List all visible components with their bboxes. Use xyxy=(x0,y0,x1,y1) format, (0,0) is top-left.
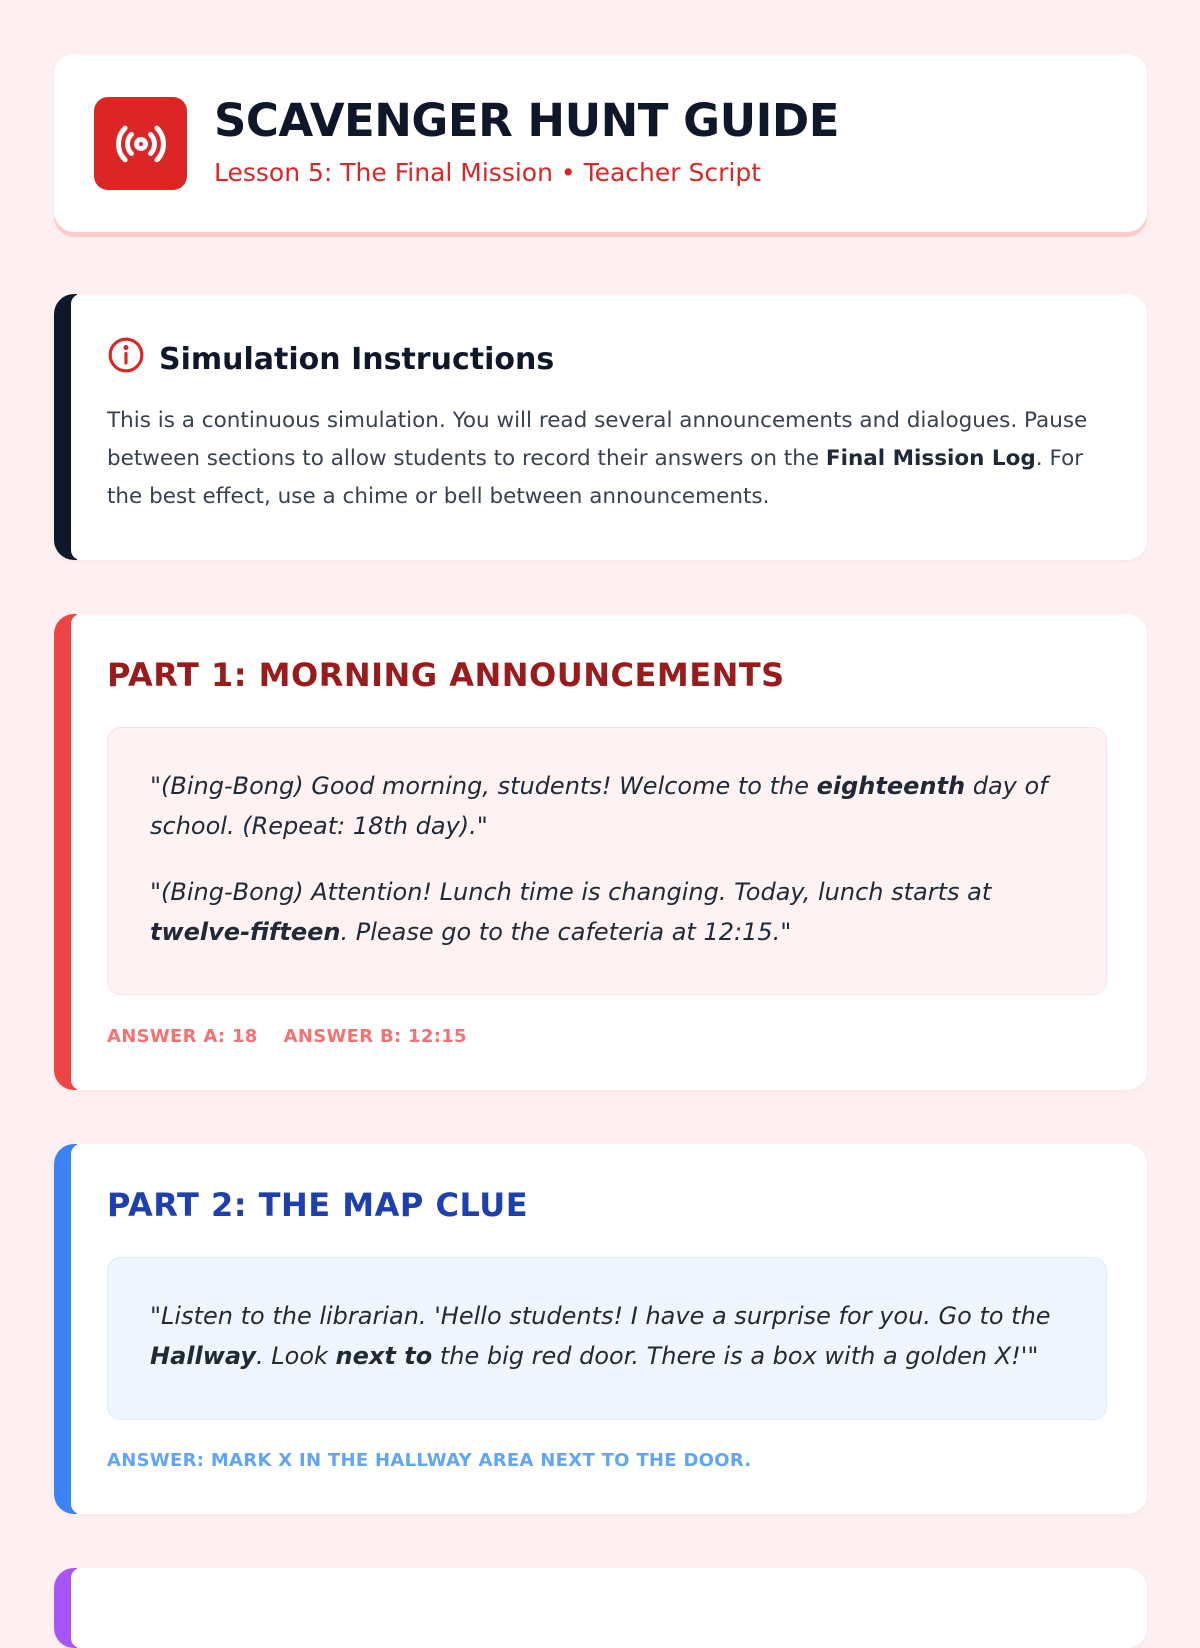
instructions-title: Simulation Instructions xyxy=(159,341,555,377)
accent-bar-mask xyxy=(71,614,81,1090)
part1-answers xyxy=(107,1026,467,1047)
instructions-heading xyxy=(107,336,554,382)
part1-quote-box xyxy=(107,727,1107,995)
answer-a: ANSWER A: 18 xyxy=(107,1026,258,1047)
quote-bold: eighteenth xyxy=(816,772,966,800)
header-card xyxy=(54,54,1147,232)
quote-text: . Please go to the cafeteria at 12:15." xyxy=(340,918,792,946)
quote-text: the big red door. There is a box with a golden X!'" xyxy=(432,1342,1039,1370)
instructions-text-part: This is a continuous simulation. You will read several announcements and dialogues. Pause between sections to allow students to record their answers on the xyxy=(107,408,1088,471)
part1-title: PART 1: MORNING ANNOUNCEMENTS xyxy=(107,656,785,694)
instructions-text-part: . For the best effect, use a chime or bell between announcements. xyxy=(107,446,1084,509)
quote-bold: next to xyxy=(335,1342,433,1370)
quote-text: day of school. (Repeat: 18th day)." xyxy=(150,772,1048,840)
part1-card xyxy=(54,614,1147,1090)
quote-text: "(Bing-Bong) Attention! Lunch time is changing. Today, lunch starts at xyxy=(150,878,992,906)
instructions-card xyxy=(54,294,1147,560)
page-title: SCAVENGER HUNT GUIDE xyxy=(214,94,839,147)
part2-card xyxy=(54,1144,1147,1514)
instructions-text-bold: Final Mission Log xyxy=(825,446,1036,471)
part2-title: PART 2: THE MAP CLUE xyxy=(107,1186,529,1224)
quote-text: "(Bing-Bong) Good morning, students! Welcome to the xyxy=(150,772,817,800)
announcement-1 xyxy=(150,766,1064,846)
quote-text: "Listen to the librarian. 'Hello students! I have a surprise for you. Go to the xyxy=(150,1302,1051,1330)
part2-answer: ANSWER: MARK X IN THE HALLWAY AREA NEXT TO THE DOOR. xyxy=(107,1450,752,1471)
part3-card xyxy=(54,1568,1147,1648)
librarian-dialogue xyxy=(150,1296,1064,1376)
instructions-text xyxy=(107,402,1107,516)
quote-bold: Hallway xyxy=(150,1342,257,1370)
accent-bar-mask xyxy=(71,1568,81,1648)
quote-text: . Look xyxy=(256,1342,336,1370)
part2-quote-box xyxy=(107,1257,1107,1420)
answer-b: ANSWER B: 12:15 xyxy=(283,1026,467,1047)
quote-bold: twelve-fifteen xyxy=(150,918,341,946)
accent-bar-mask xyxy=(71,1144,81,1514)
page-subtitle: Lesson 5: The Final Mission • Teacher Script xyxy=(214,158,762,187)
broadcast-icon xyxy=(94,97,187,190)
accent-bar-mask xyxy=(71,294,81,560)
info-icon xyxy=(107,336,145,382)
announcement-2 xyxy=(150,872,1064,952)
